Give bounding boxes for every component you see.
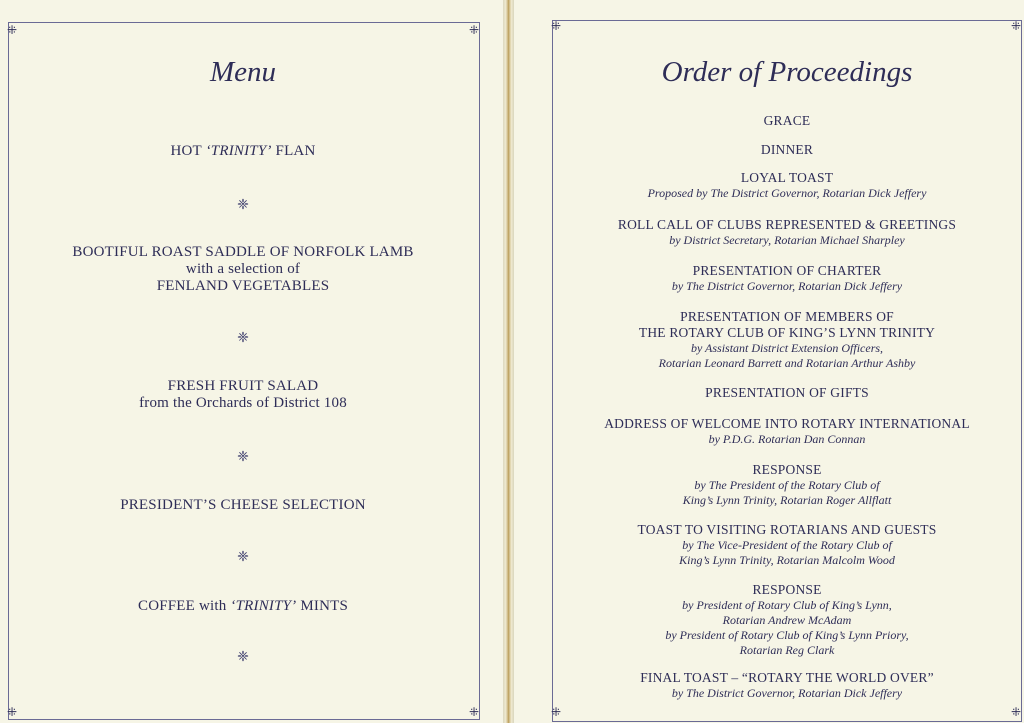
ornament-separator-icon: ❈ <box>237 650 249 665</box>
menu-course-line: FRESH FRUIT SALAD <box>167 378 319 394</box>
ornament-separator-icon: ❈ <box>237 198 249 213</box>
proceedings-item-byline: Rotarian Andrew McAdam <box>722 613 852 627</box>
booklet-spine <box>503 0 514 723</box>
proceedings-item <box>552 522 1022 568</box>
proceedings-item-byline: King’s Lynn Trinity, Rotarian Malcolm Wood <box>679 553 895 567</box>
proceedings-item <box>552 170 1022 201</box>
proceedings-item <box>552 113 1022 129</box>
menu-course-line <box>0 598 486 615</box>
proceedings-item-byline: by P.D.G. Rotarian Dan Connan <box>708 432 866 446</box>
ornament-separator-icon: ❈ <box>237 450 249 465</box>
menu-text: HOT <box>170 143 206 159</box>
menu-course-line: BOOTIFUL ROAST SADDLE OF NORFOLK LAMB <box>72 244 414 260</box>
menu-border <box>8 22 480 720</box>
proceedings-item <box>552 416 1022 447</box>
proceedings-item-heading: RESPONSE <box>752 462 822 477</box>
proceedings-item <box>552 142 1022 158</box>
proceedings-item-byline: by The District Governor, Rotarian Dick Jeffery <box>671 686 903 700</box>
proceedings-item <box>552 385 1022 401</box>
proceedings-item-byline: by The Vice-President of the Rotary Club of <box>682 538 892 552</box>
proceedings-item <box>552 217 1022 248</box>
corner-ornament-icon: ⁜ <box>1010 705 1022 719</box>
corner-ornament-icon: ⁜ <box>550 705 562 719</box>
menu-text-italic: ‘TRINITY’ <box>205 143 272 159</box>
proceedings-item-heading: THE ROTARY CLUB OF KING’S LYNN TRINITY <box>638 325 936 340</box>
menu-course-line: with a selection of <box>185 261 301 277</box>
menu-text: COFFEE with <box>137 598 231 614</box>
proceedings-item-byline: Rotarian Reg Clark <box>739 643 835 657</box>
proceedings-item-byline: Rotarian Leonard Barrett and Rotarian Arthur Ashby <box>658 356 916 370</box>
proceedings-item-byline: by President of Rotary Club of King’s Lynn Priory, <box>665 628 909 642</box>
menu-course-line: PRESIDENT’S CHEESE SELECTION <box>120 497 366 513</box>
proceedings-item-heading: ROLL CALL OF CLUBS REPRESENTED & GREETINGS <box>617 217 957 232</box>
proceedings-item-heading: TOAST TO VISITING ROTARIANS AND GUESTS <box>637 522 937 537</box>
corner-ornament-icon: ⁜ <box>6 705 18 719</box>
proceedings-item-byline: by District Secretary, Rotarian Michael Sharpley <box>669 233 905 247</box>
corner-ornament-icon: ⁜ <box>550 19 562 33</box>
proceedings-item-heading: GRACE <box>763 113 811 128</box>
menu-text-italic: ‘TRINITY’ <box>230 598 297 614</box>
proceedings-item-heading: LOYAL TOAST <box>740 170 834 185</box>
proceedings-item-heading: PRESENTATION OF MEMBERS OF <box>680 309 894 324</box>
proceedings-item-heading: PRESENTATION OF CHARTER <box>692 263 882 278</box>
menu-course <box>0 143 486 160</box>
corner-ornament-icon: ⁜ <box>1010 19 1022 33</box>
corner-ornament-icon: ⁜ <box>468 23 480 37</box>
proceedings-item-byline: King’s Lynn Trinity, Rotarian Roger Allflatt <box>682 493 892 507</box>
menu-course-line <box>0 143 486 160</box>
proceedings-item <box>552 263 1022 294</box>
menu-text: FLAN <box>271 143 316 159</box>
menu-course <box>0 497 486 514</box>
menu-text: MINTS <box>296 598 349 614</box>
proceedings-item <box>552 462 1022 508</box>
proceedings-item-heading: RESPONSE <box>752 582 822 597</box>
ornament-separator-icon: ❈ <box>237 331 249 346</box>
proceedings-item-heading: FINAL TOAST – “ROTARY THE WORLD OVER” <box>640 670 934 685</box>
proceedings-item-heading: PRESENTATION OF GIFTS <box>705 385 869 400</box>
proceedings-item <box>552 670 1022 701</box>
menu-course <box>0 244 486 295</box>
menu-course <box>0 598 486 615</box>
menu-course-line: from the Orchards of District 108 <box>139 395 347 411</box>
ornament-separator-icon: ❈ <box>237 550 249 565</box>
proceedings-item-byline: by The President of the Rotary Club of <box>694 478 880 492</box>
proceedings-item <box>552 582 1022 658</box>
proceedings-item-byline: by Assistant District Extension Officers, <box>690 341 884 355</box>
proceedings-title: Order of Proceedings <box>661 56 913 88</box>
menu-course-line: FENLAND VEGETABLES <box>156 278 330 294</box>
proceedings-item-heading: DINNER <box>760 142 814 157</box>
corner-ornament-icon: ⁜ <box>468 705 480 719</box>
menu-title: Menu <box>209 56 277 88</box>
corner-ornament-icon: ⁜ <box>6 23 18 37</box>
proceedings-item-byline: by The District Governor, Rotarian Dick Jeffery <box>671 279 903 293</box>
proceedings-item-byline: Proposed by The District Governor, Rotarian Dick Jeffery <box>647 186 927 200</box>
proceedings-item-heading: ADDRESS OF WELCOME INTO ROTARY INTERNATIONAL <box>604 416 970 431</box>
menu-course <box>0 378 486 412</box>
proceedings-item <box>552 309 1022 371</box>
proceedings-item-byline: by President of Rotary Club of King’s Lynn, <box>682 598 892 612</box>
